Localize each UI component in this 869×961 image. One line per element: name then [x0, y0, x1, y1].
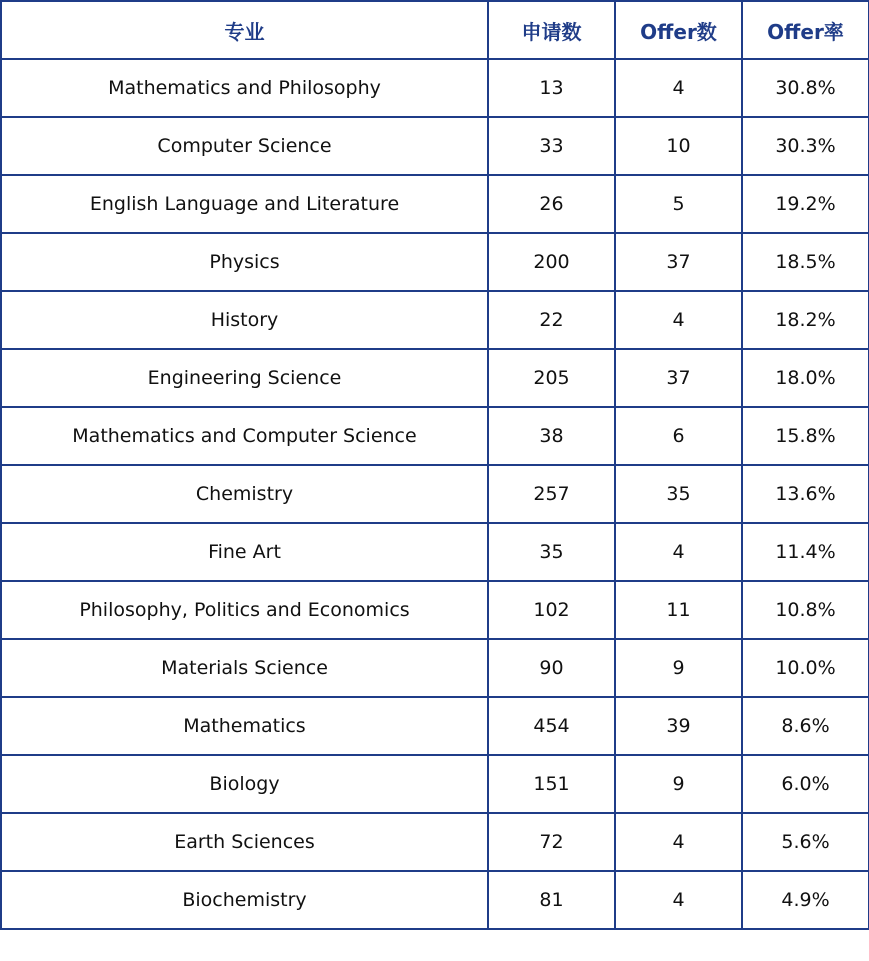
applications-cell: 72 — [488, 813, 615, 871]
offer-rate-cell: 15.8% — [742, 407, 869, 465]
table-row — [1, 697, 869, 755]
applications-cell: 38 — [488, 407, 615, 465]
applications-cell: 151 — [488, 755, 615, 813]
table-row — [1, 523, 869, 581]
applications-cell: 33 — [488, 117, 615, 175]
offers-cell: 37 — [615, 233, 742, 291]
offers-cell: 4 — [615, 523, 742, 581]
applications-cell: 454 — [488, 697, 615, 755]
offer-rate-cell: 4.9% — [742, 871, 869, 929]
applications-cell: 200 — [488, 233, 615, 291]
offers-cell: 4 — [615, 871, 742, 929]
offers-cell: 4 — [615, 291, 742, 349]
applications-cell: 102 — [488, 581, 615, 639]
offers-cell: 37 — [615, 349, 742, 407]
applications-cell: 81 — [488, 871, 615, 929]
offers-cell: 5 — [615, 175, 742, 233]
offer-rate-cell: 5.6% — [742, 813, 869, 871]
major-cell: Mathematics and Philosophy — [1, 59, 488, 117]
offer-rate-cell: 6.0% — [742, 755, 869, 813]
offers-cell: 4 — [615, 59, 742, 117]
offer-rate-cell: 19.2% — [742, 175, 869, 233]
offer-rate-cell: 11.4% — [742, 523, 869, 581]
table-row — [1, 813, 869, 871]
table-row — [1, 233, 869, 291]
applications-cell: 26 — [488, 175, 615, 233]
header-row — [1, 1, 869, 59]
offers-cell: 39 — [615, 697, 742, 755]
table-row — [1, 59, 869, 117]
offers-cell: 10 — [615, 117, 742, 175]
major-cell: Philosophy, Politics and Economics — [1, 581, 488, 639]
offers-cell: 9 — [615, 639, 742, 697]
major-cell: Biochemistry — [1, 871, 488, 929]
major-cell: Mathematics — [1, 697, 488, 755]
table-row — [1, 465, 869, 523]
major-cell: History — [1, 291, 488, 349]
table-row — [1, 349, 869, 407]
offers-cell: 4 — [615, 813, 742, 871]
table-row — [1, 175, 869, 233]
major-cell: Computer Science — [1, 117, 488, 175]
major-cell: Mathematics and Computer Science — [1, 407, 488, 465]
major-cell: Chemistry — [1, 465, 488, 523]
applications-cell: 22 — [488, 291, 615, 349]
table-row — [1, 117, 869, 175]
applications-cell: 257 — [488, 465, 615, 523]
offer-rate-cell: 18.0% — [742, 349, 869, 407]
offer-rate-cell: 10.0% — [742, 639, 869, 697]
offers-cell: 9 — [615, 755, 742, 813]
offer-rate-cell: 30.3% — [742, 117, 869, 175]
header-major: 专业 — [1, 1, 488, 59]
major-cell: Engineering Science — [1, 349, 488, 407]
table-row — [1, 755, 869, 813]
header-offer-rate: Offer率 — [742, 1, 869, 59]
offer-rate-cell: 18.2% — [742, 291, 869, 349]
applications-cell: 35 — [488, 523, 615, 581]
header-applications: 申请数 — [488, 1, 615, 59]
offer-rate-cell: 18.5% — [742, 233, 869, 291]
table-row — [1, 871, 869, 929]
applications-cell: 205 — [488, 349, 615, 407]
table-row — [1, 407, 869, 465]
major-cell: Fine Art — [1, 523, 488, 581]
offers-cell: 35 — [615, 465, 742, 523]
major-cell: English Language and Literature — [1, 175, 488, 233]
applications-cell: 90 — [488, 639, 615, 697]
table-row — [1, 581, 869, 639]
applications-cell: 13 — [488, 59, 615, 117]
offers-cell: 6 — [615, 407, 742, 465]
major-cell: Physics — [1, 233, 488, 291]
major-cell: Biology — [1, 755, 488, 813]
table-body — [1, 59, 869, 929]
header-offers: Offer数 — [615, 1, 742, 59]
major-cell: Earth Sciences — [1, 813, 488, 871]
offers-cell: 11 — [615, 581, 742, 639]
offer-rate-cell: 30.8% — [742, 59, 869, 117]
offer-rate-cell: 10.8% — [742, 581, 869, 639]
offer-rate-cell: 8.6% — [742, 697, 869, 755]
table-row — [1, 291, 869, 349]
major-cell: Materials Science — [1, 639, 488, 697]
table-row — [1, 639, 869, 697]
offer-rate-cell: 13.6% — [742, 465, 869, 523]
